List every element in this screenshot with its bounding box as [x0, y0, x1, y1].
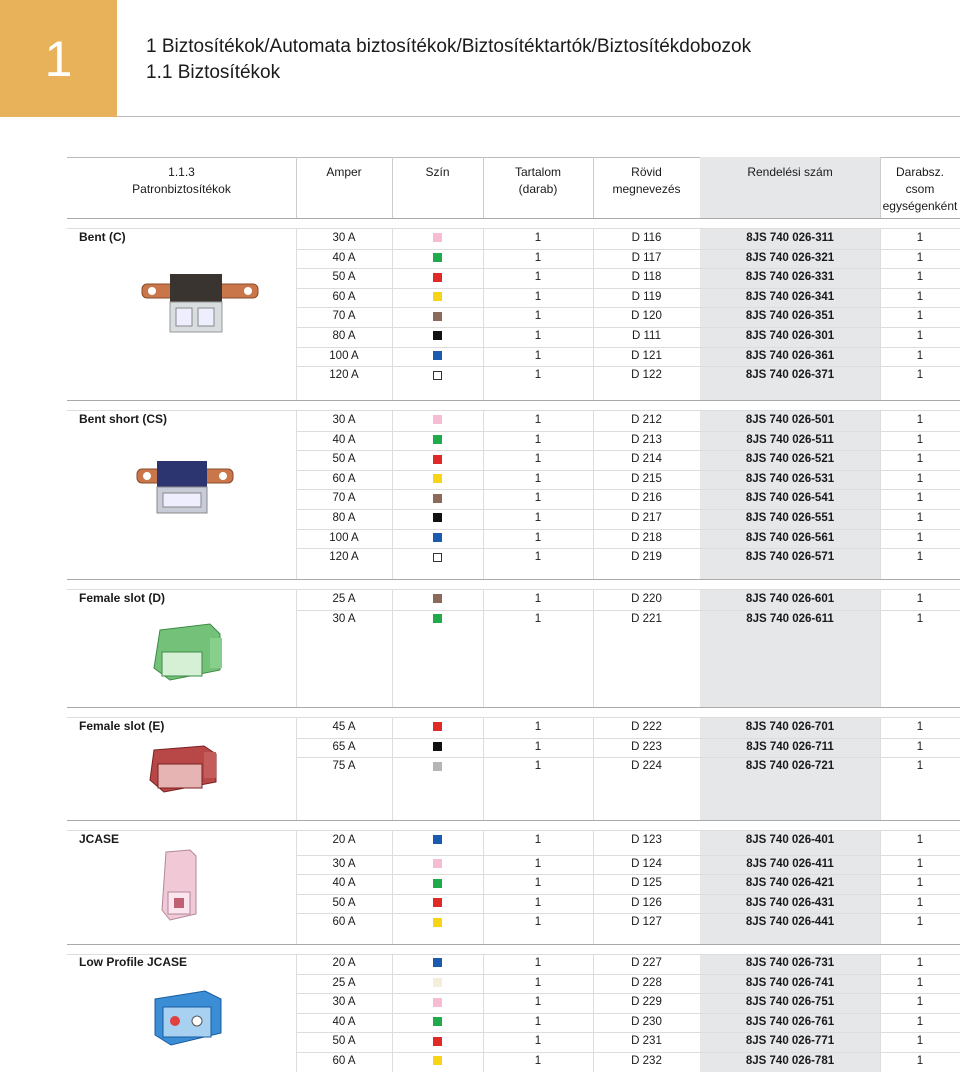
color-swatch-cell [430, 718, 444, 737]
short-name-cell: D 215 [631, 472, 662, 485]
pack-quantity-cell: 1 [916, 414, 924, 426]
pack-quantity-cell: 1 [916, 721, 924, 733]
quantity-cell: 1 [534, 453, 542, 466]
short-name-cell: D 116 [631, 232, 662, 244]
short-name-cell: D 223 [631, 740, 662, 753]
short-name-cell: D 111 [632, 330, 661, 342]
header-rendelesi-label: Rendelési szám [747, 165, 833, 179]
amp-cell: 30 A [332, 232, 356, 244]
section-divider [67, 400, 960, 401]
quantity-cell: 1 [534, 330, 542, 342]
short-name-cell: D 121 [631, 349, 662, 362]
color-swatch [433, 1056, 442, 1065]
quantity-cell: 1 [534, 369, 542, 382]
pack-quantity-cell: 1 [916, 916, 924, 929]
quantity-cell: 1 [534, 612, 542, 625]
order-number-cell: 8JS 740 026-711 [746, 740, 834, 753]
pack-quantity-cell: 1 [916, 271, 924, 284]
order-number-cell: 8JS 740 026-541 [745, 492, 835, 505]
pack-quantity-cell: 1 [916, 877, 924, 890]
section-name: Female slot (E) [79, 719, 165, 733]
pack-quantity-cell: 1 [916, 531, 924, 544]
color-swatch-cell [430, 1052, 444, 1071]
pack-quantity-cell: 1 [916, 740, 924, 753]
column-separator [392, 410, 393, 579]
short-name-cell: D 117 [631, 251, 662, 264]
order-number-cell: 8JS 740 026-411 [746, 857, 834, 870]
pack-quantity-cell: 1 [916, 976, 924, 989]
short-name-cell: D 220 [631, 593, 662, 605]
short-name-cell: D 212 [631, 414, 662, 426]
order-number-cell: 8JS 740 026-521 [745, 453, 835, 466]
short-name-cell: D 219 [631, 551, 662, 564]
order-number-cell: 8JS 740 026-401 [745, 834, 835, 846]
header-darabsz [880, 157, 960, 218]
pack-quantity-cell: 1 [916, 551, 924, 564]
color-swatch-cell [430, 327, 444, 346]
pack-quantity-cell: 1 [916, 760, 924, 773]
quantity-cell: 1 [534, 414, 542, 426]
color-swatch [433, 253, 442, 262]
quantity-cell: 1 [534, 290, 542, 303]
color-swatch [433, 351, 442, 360]
quantity-cell: 1 [534, 740, 542, 753]
color-swatch-cell [430, 1013, 444, 1032]
color-swatch-cell [430, 894, 444, 913]
amp-cell: 30 A [332, 414, 356, 426]
color-swatch [433, 742, 442, 751]
short-name-cell: D 213 [631, 433, 662, 446]
color-swatch-cell [430, 855, 444, 874]
amp-cell: 20 A [332, 957, 356, 969]
color-swatch [433, 998, 442, 1007]
short-name-cell: D 119 [631, 290, 662, 303]
short-name-cell: D 222 [631, 721, 662, 733]
order-number-cell: 8JS 740 026-601 [745, 593, 835, 605]
short-name-cell: D 217 [631, 512, 662, 524]
short-name-cell: D 124 [631, 857, 662, 870]
pack-quantity-cell: 1 [916, 330, 924, 342]
amp-cell: 25 A [332, 976, 356, 989]
amp-cell: 40 A [332, 433, 356, 446]
amp-cell: 25 A [332, 593, 356, 605]
order-number-cell: 8JS 740 026-511 [746, 433, 834, 446]
color-swatch [433, 494, 442, 503]
color-swatch [433, 371, 442, 380]
amp-cell: 20 A [332, 834, 356, 846]
header-tartalom-line2: (darab) [518, 182, 558, 196]
short-name-cell: D 228 [631, 976, 662, 989]
quantity-cell: 1 [534, 760, 542, 773]
column-separator [392, 589, 393, 707]
order-number-cell: 8JS 740 026-351 [745, 310, 835, 323]
header-darabsz-line3: egységenként [882, 199, 958, 213]
color-swatch [433, 292, 442, 301]
color-swatch-cell [430, 1032, 444, 1051]
pack-quantity-cell: 1 [916, 472, 924, 485]
short-name-cell: D 118 [631, 271, 662, 284]
pack-quantity-cell: 1 [916, 512, 924, 524]
color-swatch [433, 722, 442, 731]
amp-cell: 50 A [332, 271, 356, 284]
color-swatch-cell [430, 268, 444, 287]
color-swatch [433, 762, 442, 771]
female-slot-e-fuse-icon [140, 742, 230, 807]
quantity-cell: 1 [534, 251, 542, 264]
order-number-cell: 8JS 740 026-731 [745, 957, 835, 969]
color-swatch-cell [430, 529, 444, 548]
pack-quantity-cell: 1 [916, 857, 924, 870]
color-swatch [433, 553, 442, 562]
amp-cell: 45 A [332, 721, 356, 733]
color-swatch-cell [430, 757, 444, 776]
pack-quantity-cell: 1 [916, 310, 924, 323]
order-number-cell: 8JS 740 026-331 [745, 271, 835, 284]
order-number-cell: 8JS 740 026-441 [745, 916, 835, 929]
color-swatch [433, 594, 442, 603]
amp-cell: 60 A [332, 1055, 356, 1067]
order-number-cell: 8JS 740 026-741 [745, 976, 835, 989]
amp-cell: 60 A [332, 916, 356, 929]
amp-cell: 80 A [332, 512, 356, 524]
order-number-cell: 8JS 740 026-371 [745, 369, 835, 382]
chapter-number-badge [0, 0, 117, 117]
quantity-cell: 1 [534, 896, 542, 909]
quantity-cell: 1 [534, 1035, 542, 1048]
low-profile-jcase-fuse-icon [145, 985, 235, 1060]
color-swatch-cell [430, 249, 444, 268]
amp-cell: 40 A [332, 251, 356, 264]
quantity-cell: 1 [534, 349, 542, 362]
color-swatch-cell [430, 831, 444, 850]
pack-quantity-cell: 1 [916, 369, 924, 382]
color-swatch [433, 415, 442, 424]
order-number-cell: 8JS 740 026-431 [745, 896, 835, 909]
amp-cell: 70 A [332, 492, 356, 505]
quantity-cell: 1 [534, 531, 542, 544]
pack-quantity-cell: 1 [916, 349, 924, 362]
order-number-cell: 8JS 740 026-751 [745, 996, 835, 1009]
color-swatch [433, 435, 442, 444]
column-separator [392, 830, 393, 944]
pack-quantity-cell: 1 [916, 1035, 924, 1048]
quantity-cell: 1 [534, 957, 542, 969]
color-swatch-cell [430, 610, 444, 629]
section-name: Female slot (D) [79, 591, 166, 605]
short-name-cell: D 230 [631, 1015, 662, 1028]
color-swatch [433, 455, 442, 464]
order-number-cell: 8JS 740 026-701 [745, 721, 835, 733]
order-number-cell: 8JS 740 026-771 [745, 1035, 835, 1048]
bent-fuse-icon [140, 262, 260, 347]
header-section [67, 157, 296, 218]
amp-cell: 60 A [332, 290, 356, 303]
short-name-cell: D 120 [631, 310, 662, 323]
header-rendelesi [700, 157, 880, 218]
amp-cell: 40 A [332, 877, 356, 890]
color-swatch-cell [430, 347, 444, 366]
order-number-cell: 8JS 740 026-501 [745, 414, 835, 426]
quantity-cell: 1 [534, 433, 542, 446]
short-name-cell: D 127 [631, 916, 662, 929]
header-rovid-line1: Rövid [631, 165, 662, 179]
color-swatch-cell [430, 431, 444, 450]
amp-cell: 80 A [332, 330, 356, 342]
order-number-cell: 8JS 740 026-531 [745, 472, 835, 485]
order-number-cell: 8JS 740 026-781 [745, 1055, 835, 1067]
quantity-cell: 1 [534, 551, 542, 564]
header-tartalom-line1: Tartalom [514, 165, 561, 179]
header-darabsz-line2: csom [905, 182, 935, 196]
amp-cell: 50 A [332, 896, 356, 909]
section-divider [67, 218, 960, 219]
header-amper [296, 157, 392, 218]
quantity-cell: 1 [534, 472, 542, 485]
header-section-title: Patronbiztosítékok [132, 182, 231, 196]
page-title: 1 Biztosítékok/Automata biztosítékok/Biztosítéktartók/Biztosítékdobozok [146, 36, 752, 57]
quantity-cell: 1 [534, 996, 542, 1009]
section-name: Bent short (CS) [79, 412, 167, 426]
color-swatch-cell [430, 288, 444, 307]
header-separator [593, 157, 594, 218]
section-divider [67, 944, 960, 945]
short-name-cell: D 216 [631, 492, 662, 505]
header-darabsz-line1: Darabsz. [895, 165, 945, 179]
order-number-cell: 8JS 740 026-611 [746, 612, 834, 625]
amp-cell: 30 A [332, 857, 356, 870]
pack-quantity-cell: 1 [916, 1055, 924, 1067]
color-swatch [433, 898, 442, 907]
title-divider [117, 116, 960, 117]
pack-quantity-cell: 1 [916, 834, 924, 846]
color-swatch [433, 859, 442, 868]
order-number-cell: 8JS 740 026-311 [746, 232, 834, 244]
pack-quantity-cell: 1 [916, 896, 924, 909]
pack-quantity-cell: 1 [916, 290, 924, 303]
amp-cell: 120 A [329, 369, 359, 382]
color-swatch [433, 273, 442, 282]
jcase-fuse-icon [150, 848, 210, 933]
order-number-cell: 8JS 740 026-361 [745, 349, 835, 362]
section-name: Low Profile JCASE [79, 955, 188, 969]
short-name-cell: D 231 [631, 1035, 662, 1048]
female-slot-d-fuse-icon [140, 620, 230, 695]
quantity-cell: 1 [534, 1015, 542, 1028]
short-name-cell: D 122 [631, 369, 662, 382]
quantity-cell: 1 [534, 310, 542, 323]
amp-cell: 50 A [332, 1035, 356, 1048]
section-divider [67, 707, 960, 708]
pack-quantity-cell: 1 [916, 492, 924, 505]
header-separator [296, 157, 297, 218]
quantity-cell: 1 [534, 1055, 542, 1067]
pack-quantity-cell: 1 [916, 251, 924, 264]
column-separator [392, 717, 393, 820]
color-swatch [433, 614, 442, 623]
color-swatch-cell [430, 450, 444, 469]
color-swatch [433, 533, 442, 542]
amp-cell: 100 A [329, 349, 359, 362]
amp-cell: 75 A [332, 760, 356, 773]
color-swatch-cell [430, 411, 444, 430]
color-swatch [433, 918, 442, 927]
order-number-cell: 8JS 740 026-721 [745, 760, 835, 773]
amp-cell: 120 A [329, 551, 359, 564]
short-name-cell: D 125 [631, 877, 662, 890]
order-number-cell: 8JS 740 026-551 [745, 512, 835, 524]
color-swatch-cell [430, 954, 444, 973]
color-swatch-cell [430, 913, 444, 932]
pack-quantity-cell: 1 [916, 957, 924, 969]
header-rovid-line2: megnevezés [612, 182, 681, 196]
color-swatch [433, 1037, 442, 1046]
short-name-cell: D 123 [631, 834, 662, 846]
color-swatch-cell [430, 229, 444, 248]
quantity-cell: 1 [534, 492, 542, 505]
header-separator [392, 157, 393, 218]
short-name-cell: D 232 [631, 1055, 662, 1067]
quantity-cell: 1 [534, 834, 542, 846]
header-separator [880, 157, 881, 218]
section-name: Bent (C) [79, 230, 126, 244]
color-swatch [433, 1017, 442, 1026]
quantity-cell: 1 [534, 877, 542, 890]
short-name-cell: D 224 [631, 760, 662, 773]
color-swatch [433, 835, 442, 844]
quantity-cell: 1 [534, 976, 542, 989]
bent-short-fuse-icon [135, 455, 235, 530]
color-swatch-cell [430, 993, 444, 1012]
pack-quantity-cell: 1 [916, 453, 924, 466]
color-swatch-cell [430, 874, 444, 893]
section-divider [67, 579, 960, 580]
header-szin [392, 157, 483, 218]
color-swatch-cell [430, 548, 444, 567]
amp-cell: 40 A [332, 1015, 356, 1028]
pack-quantity-cell: 1 [916, 1015, 924, 1028]
color-swatch [433, 513, 442, 522]
color-swatch [433, 879, 442, 888]
color-swatch-cell [430, 307, 444, 326]
quantity-cell: 1 [534, 232, 542, 244]
quantity-cell: 1 [534, 271, 542, 284]
order-number-cell: 8JS 740 026-761 [745, 1015, 835, 1028]
color-swatch [433, 233, 442, 242]
amp-cell: 60 A [332, 472, 356, 485]
header-separator [483, 157, 484, 218]
color-swatch-cell [430, 509, 444, 528]
color-swatch [433, 312, 442, 321]
short-name-cell: D 214 [631, 453, 662, 466]
pack-quantity-cell: 1 [916, 433, 924, 446]
pack-quantity-cell: 1 [916, 612, 924, 625]
order-number-cell: 8JS 740 026-321 [745, 251, 835, 264]
section-name: JCASE [79, 832, 120, 846]
page-subtitle: 1.1 Biztosítékok [146, 62, 281, 83]
quantity-cell: 1 [534, 857, 542, 870]
color-swatch [433, 331, 442, 340]
header-tartalom [483, 157, 593, 218]
section-divider [67, 820, 960, 821]
order-number-cell: 8JS 740 026-421 [745, 877, 835, 890]
amp-cell: 30 A [332, 996, 356, 1009]
color-swatch [433, 474, 442, 483]
quantity-cell: 1 [534, 916, 542, 929]
header-section-code: 1.1.3 [168, 165, 195, 179]
quantity-cell: 1 [534, 721, 542, 733]
short-name-cell: D 218 [631, 531, 662, 544]
pack-quantity-cell: 1 [916, 593, 924, 605]
order-number-cell: 8JS 740 026-561 [745, 531, 835, 544]
order-number-cell: 8JS 740 026-301 [745, 330, 835, 342]
color-swatch [433, 978, 442, 987]
short-name-cell: D 229 [631, 996, 662, 1009]
color-swatch-cell [430, 974, 444, 993]
amp-cell: 50 A [332, 453, 356, 466]
short-name-cell: D 227 [631, 957, 662, 969]
header-amper-label: Amper [326, 165, 362, 179]
short-name-cell: D 126 [631, 896, 662, 909]
header-rovid [593, 157, 700, 218]
order-number-cell: 8JS 740 026-571 [745, 551, 835, 564]
quantity-cell: 1 [534, 593, 542, 605]
amp-cell: 100 A [329, 531, 359, 544]
pack-quantity-cell: 1 [916, 232, 924, 244]
color-swatch-cell [430, 366, 444, 385]
short-name-cell: D 221 [631, 612, 662, 625]
quantity-cell: 1 [534, 512, 542, 524]
order-number-cell: 8JS 740 026-341 [745, 290, 835, 303]
chapter-number: 1 [44, 30, 73, 87]
pack-quantity-cell: 1 [916, 996, 924, 1009]
color-swatch-cell [430, 489, 444, 508]
color-swatch [433, 958, 442, 967]
amp-cell: 70 A [332, 310, 356, 323]
color-swatch-cell [430, 590, 444, 609]
amp-cell: 30 A [332, 612, 356, 625]
column-separator [392, 228, 393, 400]
color-swatch-cell [430, 470, 444, 489]
amp-cell: 65 A [332, 740, 356, 753]
header-szin-label: Szín [425, 165, 450, 179]
color-swatch-cell [430, 738, 444, 757]
